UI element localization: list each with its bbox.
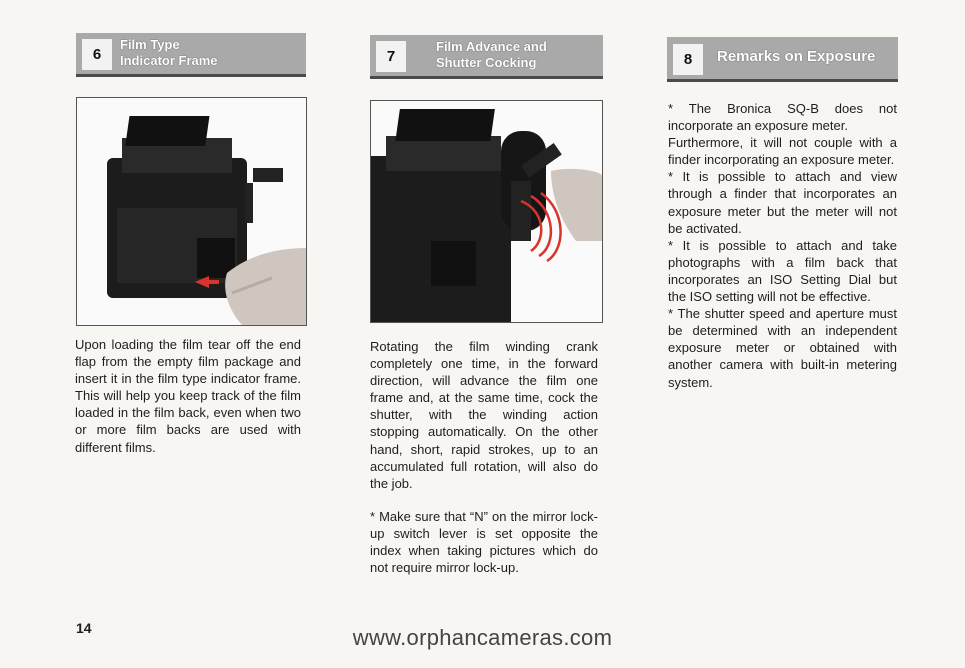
section-7-note: * Make sure that “N” on the mirror lock-up switch lever is set opposite the index when taking pictures which do not require mirror lock-up. [370, 509, 598, 576]
section-6-header [76, 33, 306, 77]
section-number: 6 [82, 39, 112, 70]
remark-paragraph: * It is possible to attach and view through a finder that incorporates an exposure meter but the meter will not be activated. [668, 169, 897, 236]
remark-paragraph: Furthermore, it will not couple with a finder incorporating an exposure meter. [668, 135, 897, 168]
section-title-line: Shutter Cocking [436, 55, 537, 70]
section-title-line: Film Advance and [436, 39, 547, 54]
section-title-line: Film Type [120, 37, 180, 52]
section-title [436, 39, 599, 71]
film-advance-photo [370, 100, 603, 323]
section-number: 7 [376, 41, 406, 72]
remark-paragraph: * It is possible to attach and take photographs with a film back that incorporates an ISO Setting Dial but the ISO setting will not be effective. [668, 237, 897, 305]
film-type-photo [76, 97, 307, 326]
section-7-header [370, 35, 603, 79]
section-title: Remarks on Exposure [717, 48, 876, 65]
section-title-line: Indicator Frame [120, 53, 218, 68]
section-8-header [667, 37, 898, 82]
section-6-body: Upon loading the film tear off the end flap from the empty film package and insert it in the film type indicator frame. This will help you keep track of the film loaded in the film back, even when two or more film backs are used with different films. [75, 337, 301, 455]
watermark-url: www.orphancameras.com [352, 625, 613, 650]
section-8-body [668, 100, 897, 391]
page-number: 14 [76, 620, 92, 636]
remark-paragraph: * The shutter speed and aperture must be determined with an independent exposure meter or obtained with another camera with built-in metering system. [668, 306, 897, 390]
section-number: 8 [673, 44, 703, 75]
section-title [120, 37, 302, 69]
section-7-body: Rotating the film winding crank completely one time, in the forward direction, will advance the film one frame and, at the same time, cock the shutter, with the winding action stopping automatically. On the other hand, short, rapid strokes, up to an accumulated full rotation, will also do the job. [370, 339, 598, 491]
remark-paragraph: * The Bronica SQ-B does not incorporate an exposure meter. [668, 101, 897, 134]
